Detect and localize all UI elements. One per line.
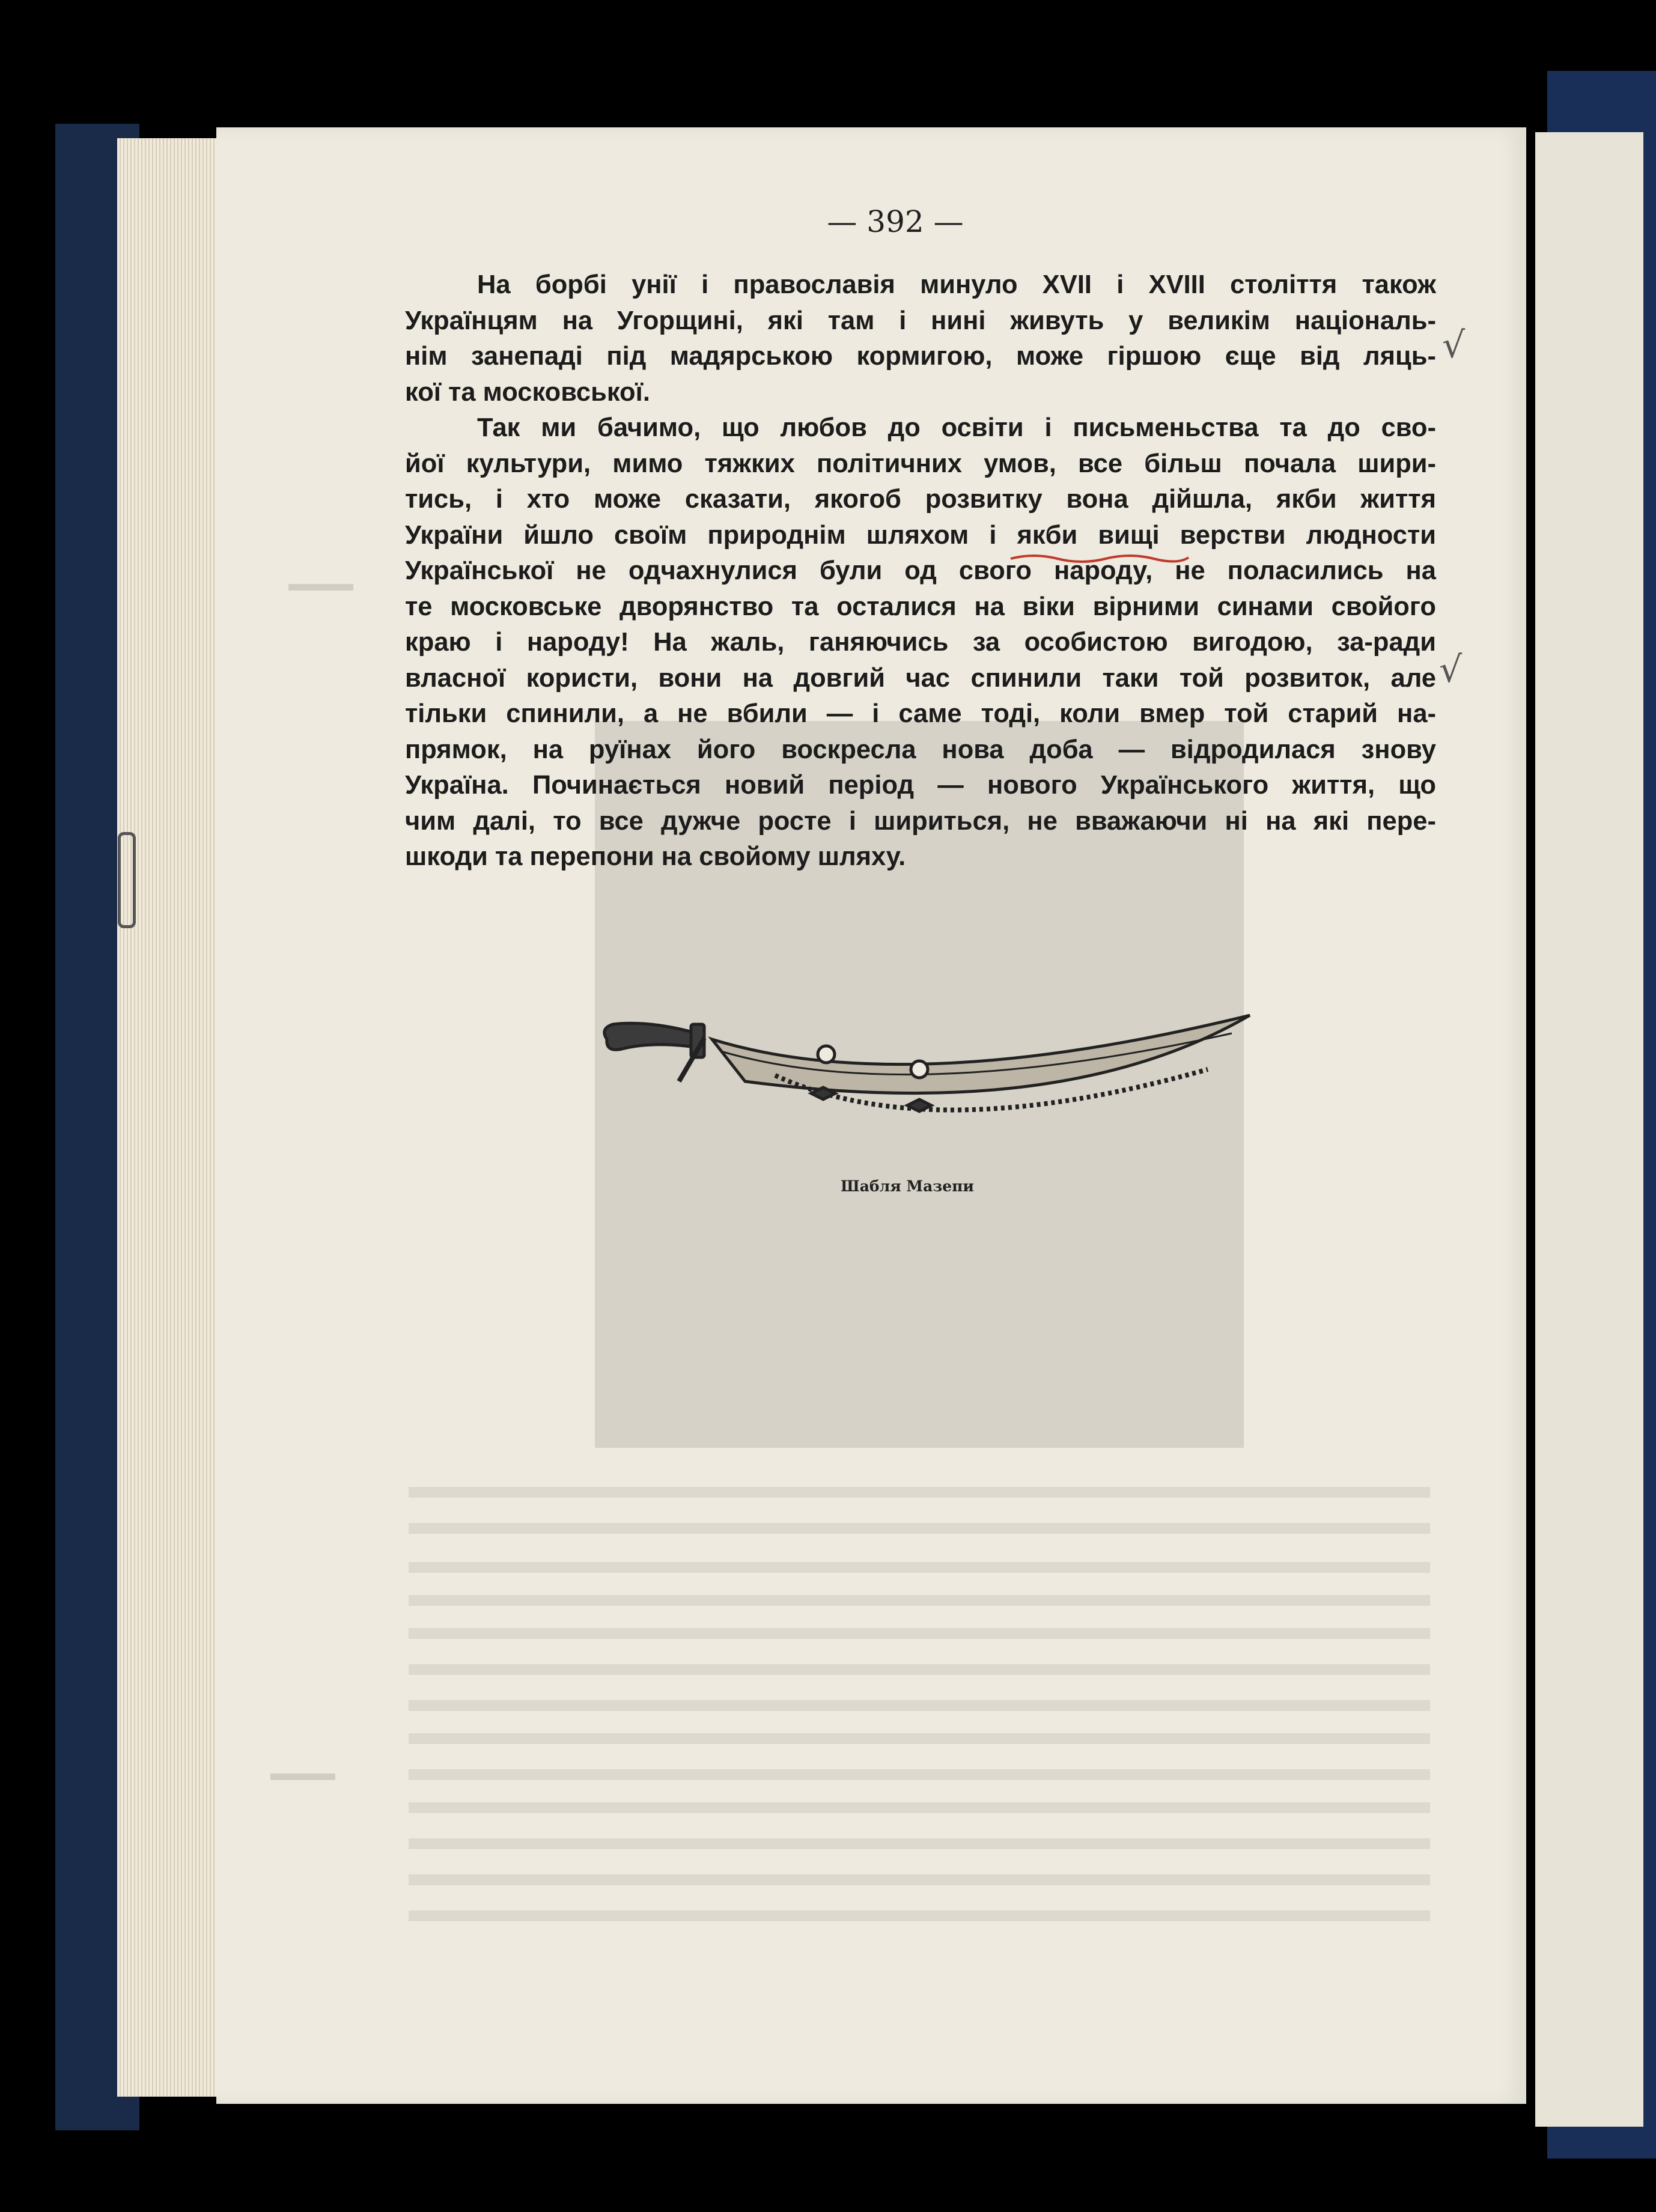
text-line: власної користи, вони на довгий час спинили таки той розвиток, але — [405, 663, 1436, 693]
text-line: Українцям на Угорщині, які там і нині живуть у великім національ- — [405, 306, 1436, 335]
text-line: України йшло своїм природнім шляхом і якби вищі верстви людности — [405, 520, 1436, 550]
body-text — [405, 267, 1436, 875]
paragraph-2 — [405, 410, 1436, 875]
text-line: тись, і хто може сказати, якогоб розвитку вона дійшла, якби життя — [405, 485, 1436, 514]
text-line: краю і народу! На жаль, ганяючись за особистою вигодою, за-ради — [405, 628, 1436, 657]
red-underline-mark — [1009, 551, 1190, 566]
paragraph-1 — [405, 267, 1436, 410]
pencil-check-mark: √ — [1442, 324, 1466, 366]
text-line: йої культури, мимо тяжких політичних умов, все більш почала шири- — [405, 449, 1436, 478]
text-line: прямок, на руїнах його воскресла нова доба — відродилася знову — [405, 735, 1436, 764]
saber-icon — [712, 1015, 1250, 1111]
figure-caption: Шабля Мазепи — [841, 1177, 974, 1195]
text-line: Україна. Починається новий період — нового Українського життя, що — [405, 771, 1436, 800]
text-line: шкоди та перепони на свойому шляху. — [405, 842, 906, 871]
text-line: Так ми бачимо, що любов до освіти і письменьства та до сво- — [477, 413, 1436, 442]
text-line: кої та московської. — [405, 377, 650, 407]
pencil-check-mark: √ — [1439, 649, 1463, 691]
text-line: На борбі унії і православія минуло XVII і XVIII століття також — [477, 270, 1436, 299]
text-line: тільки спинили, а не вбили — і саме тоді, коли вмер той старий на- — [405, 699, 1436, 728]
text-line: чим далі, то все дужче росте і шириться, не вважаючи ні на які пере- — [405, 806, 1436, 836]
facing-page-edge — [1535, 132, 1643, 2127]
text-line: те московське дворянство та осталися на віки вірними синами свойого — [405, 592, 1436, 621]
paper-clip — [118, 832, 136, 928]
saber-hilt — [604, 1023, 704, 1081]
page-number: — 392 — — [827, 204, 964, 239]
text-line: нім занепаді під мадярською кормигою, може гіршою єще від ляць- — [405, 342, 1436, 371]
text-line: Української не одчахнулися були од свого народу, не поласились на — [405, 556, 1436, 585]
